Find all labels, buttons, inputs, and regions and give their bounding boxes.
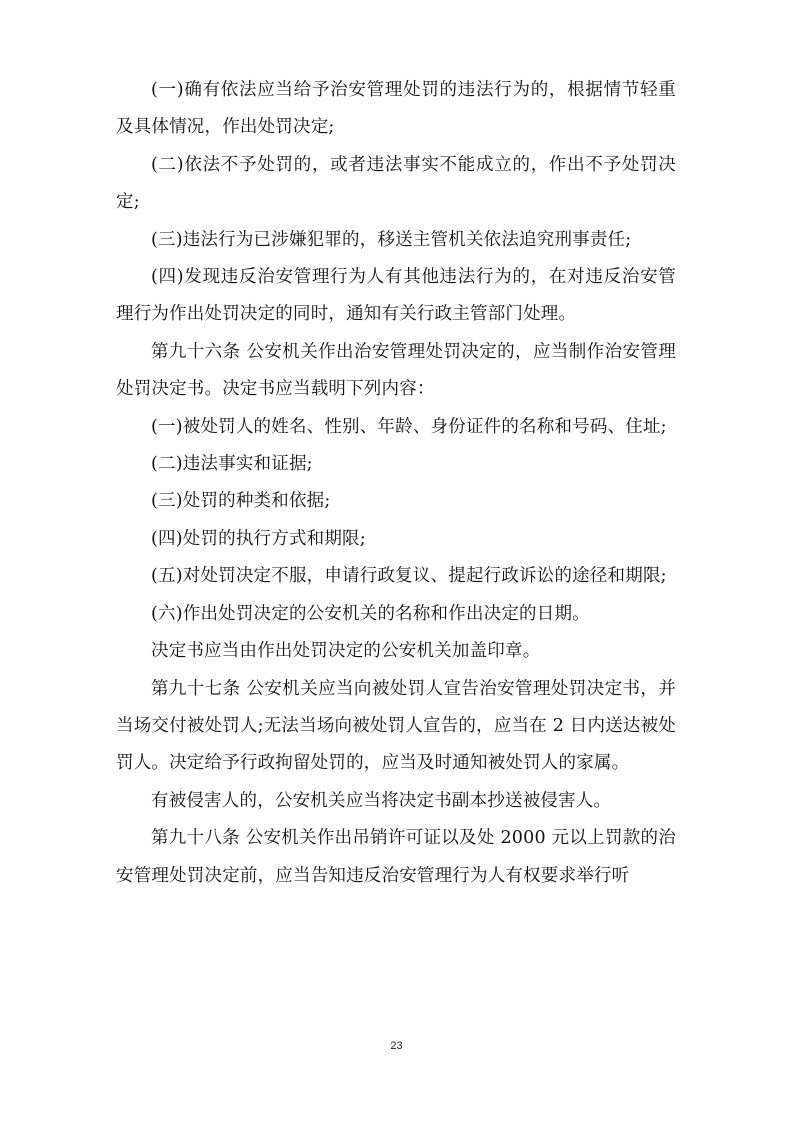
content-item-2: (二)违法事实和证据; — [151, 454, 313, 475]
document-body — [116, 72, 676, 895]
paragraph-item-3: (三)违法行为已涉嫌犯罪的，移送主管机关依法追究刑事责任; — [151, 229, 632, 250]
paragraph-item-2: (二)依法不予处罚的，或者违法事实不能成立的，作出不予处罚决定; — [116, 154, 676, 213]
paragraph-item-4: (四)发现违反治安管理行为人有其他违法行为的，在对违反治安管理行为作出处罚决定的同时，通知有关行政主管部门处理。 — [116, 267, 676, 325]
article-96-paragraph: 第九十六条 公安机关作出治安管理处罚决定的，应当制作治安管理处罚决定书。决定书应当载明下列内容： — [116, 341, 676, 400]
content-item-3: (三)处罚的种类和依据; — [151, 491, 331, 512]
seal-requirement-paragraph: 决定书应当由作出处罚决定的公安机关加盖印章。 — [151, 641, 541, 662]
content-item-5: (五)对处罚决定不服，申请行政复议、提起行政诉讼的途径和期限; — [151, 566, 667, 587]
victim-copy-paragraph: 有被侵害人的，公安机关应当将决定书副本抄送被侵害人。 — [151, 790, 612, 811]
content-item-1: (一)被处罚人的姓名、性别、年龄、身份证件的名称和号码、住址; — [151, 416, 667, 437]
content-item-4: (四)处罚的执行方式和期限; — [151, 528, 366, 549]
article-97-paragraph: 第九十七条 公安机关应当向被处罚人宣告治安管理处罚决定书，并当场交付被处罚人;无法当场向被处罚人宣告的，应当在 2 日内送达被处罚人。决定给予行政拘留处罚的，应当及时通知被处罚人的家属。 — [116, 678, 676, 774]
paragraph-item-1: (一)确有依法应当给予治安管理处罚的违法行为的，根据情节轻重及具体情况，作出处罚决定; — [116, 80, 676, 138]
article-98-paragraph: 第九十八条 公安机关作出吊销许可证以及处 2000 元以上罚款的治安管理处罚决定前，应当告知违反治安管理行为人有权要求举行听 — [116, 828, 676, 886]
content-item-6: (六)作出处罚决定的公安机关的名称和作出决定的日期。 — [151, 603, 590, 624]
page-number: 23 — [390, 1040, 403, 1052]
